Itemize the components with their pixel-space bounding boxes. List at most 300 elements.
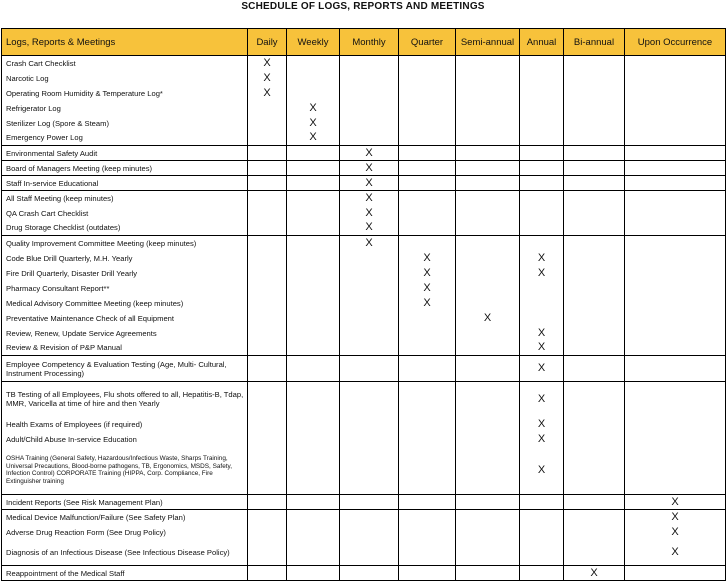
frequency-mark: X: [625, 510, 726, 525]
empty-cell: [340, 116, 399, 131]
empty-cell: [456, 281, 520, 296]
row-label: Staff In-service Educational: [2, 176, 248, 191]
empty-cell: [287, 447, 340, 495]
table-row: [2, 56, 726, 71]
empty-cell: [625, 382, 726, 417]
empty-cell: [340, 251, 399, 266]
empty-cell: [248, 326, 287, 341]
empty-cell: [625, 101, 726, 116]
frequency-mark: X: [399, 266, 456, 281]
empty-cell: [399, 566, 456, 581]
frequency-mark: X: [625, 540, 726, 566]
empty-cell: [520, 296, 564, 311]
empty-cell: [248, 525, 287, 540]
empty-cell: [456, 191, 520, 206]
empty-cell: [399, 146, 456, 161]
table-row: [2, 236, 726, 251]
empty-cell: [456, 101, 520, 116]
empty-cell: [248, 206, 287, 221]
empty-cell: [399, 495, 456, 510]
empty-cell: [399, 311, 456, 326]
table-row: [2, 495, 726, 510]
empty-cell: [399, 326, 456, 341]
page-title: SCHEDULE OF LOGS, REPORTS AND MEETINGS: [241, 1, 485, 12]
row-label: Employee Competency & Evaluation Testing (Age, Multi- Cultural, Instrument Processing): [2, 356, 248, 382]
empty-cell: [456, 495, 520, 510]
empty-cell: [625, 296, 726, 311]
row-label: Drug Storage Checklist (outdates): [2, 221, 248, 236]
empty-cell: [340, 341, 399, 356]
empty-cell: [287, 540, 340, 566]
row-label: Adult/Child Abuse In-service Education: [2, 432, 248, 447]
empty-cell: [625, 417, 726, 432]
row-label: QA Crash Cart Checklist: [2, 206, 248, 221]
empty-cell: [520, 281, 564, 296]
frequency-mark: X: [340, 206, 399, 221]
table-row: [2, 341, 726, 356]
empty-cell: [520, 236, 564, 251]
empty-cell: [287, 56, 340, 71]
empty-cell: [287, 176, 340, 191]
empty-cell: [625, 432, 726, 447]
frequency-mark: X: [520, 417, 564, 432]
empty-cell: [340, 266, 399, 281]
frequency-mark: X: [456, 311, 520, 326]
column-header-logs: Logs, Reports & Meetings: [2, 29, 248, 56]
empty-cell: [248, 131, 287, 146]
empty-cell: [564, 432, 625, 447]
empty-cell: [287, 382, 340, 417]
empty-cell: [625, 221, 726, 236]
empty-cell: [564, 86, 625, 101]
empty-cell: [564, 251, 625, 266]
empty-cell: [248, 432, 287, 447]
table-row: [2, 356, 726, 382]
empty-cell: [340, 356, 399, 382]
row-label: Fire Drill Quarterly, Disaster Drill Yearly: [2, 266, 248, 281]
table-row: [2, 131, 726, 146]
empty-cell: [456, 71, 520, 86]
empty-cell: [340, 296, 399, 311]
table-row: [2, 281, 726, 296]
empty-cell: [564, 525, 625, 540]
empty-cell: [287, 566, 340, 581]
empty-cell: [564, 356, 625, 382]
empty-cell: [625, 71, 726, 86]
empty-cell: [287, 236, 340, 251]
empty-cell: [399, 382, 456, 417]
table-row: [2, 251, 726, 266]
row-label: Adverse Drug Reaction Form (See Drug Policy): [2, 525, 248, 540]
column-header-monthly: Monthly: [340, 29, 399, 56]
row-label: Environmental Safety Audit: [2, 146, 248, 161]
empty-cell: [625, 341, 726, 356]
empty-cell: [456, 326, 520, 341]
table-row: [2, 382, 726, 417]
frequency-mark: X: [520, 251, 564, 266]
empty-cell: [287, 221, 340, 236]
empty-cell: [340, 566, 399, 581]
frequency-mark: X: [248, 71, 287, 86]
empty-cell: [340, 417, 399, 432]
empty-cell: [564, 540, 625, 566]
empty-cell: [625, 131, 726, 146]
empty-cell: [564, 191, 625, 206]
table-row: [2, 510, 726, 525]
empty-cell: [520, 161, 564, 176]
empty-cell: [520, 116, 564, 131]
empty-cell: [520, 56, 564, 71]
frequency-mark: X: [287, 101, 340, 116]
empty-cell: [625, 356, 726, 382]
empty-cell: [399, 71, 456, 86]
empty-cell: [248, 266, 287, 281]
empty-cell: [287, 281, 340, 296]
empty-cell: [564, 146, 625, 161]
table-row: [2, 116, 726, 131]
row-label: Refrigerator Log: [2, 101, 248, 116]
table-row: [2, 525, 726, 540]
empty-cell: [399, 525, 456, 540]
empty-cell: [564, 326, 625, 341]
empty-cell: [248, 281, 287, 296]
frequency-mark: X: [340, 236, 399, 251]
frequency-mark: X: [340, 146, 399, 161]
empty-cell: [456, 206, 520, 221]
empty-cell: [287, 86, 340, 101]
frequency-mark: X: [520, 382, 564, 417]
frequency-mark: X: [399, 296, 456, 311]
empty-cell: [564, 131, 625, 146]
row-label: Preventative Maintenance Check of all Equipment: [2, 311, 248, 326]
empty-cell: [456, 251, 520, 266]
frequency-mark: X: [287, 116, 340, 131]
table-row: [2, 296, 726, 311]
empty-cell: [287, 161, 340, 176]
frequency-mark: X: [520, 326, 564, 341]
row-label: Quality Improvement Committee Meeting (keep minutes): [2, 236, 248, 251]
column-header-weekly: Weekly: [287, 29, 340, 56]
empty-cell: [456, 540, 520, 566]
empty-cell: [287, 510, 340, 525]
frequency-mark: X: [340, 176, 399, 191]
row-label: Review, Renew, Update Service Agreements: [2, 326, 248, 341]
empty-cell: [625, 176, 726, 191]
empty-cell: [399, 221, 456, 236]
empty-cell: [564, 161, 625, 176]
empty-cell: [340, 540, 399, 566]
empty-cell: [456, 161, 520, 176]
empty-cell: [248, 236, 287, 251]
empty-cell: [248, 447, 287, 495]
empty-cell: [625, 161, 726, 176]
empty-cell: [399, 116, 456, 131]
empty-cell: [625, 86, 726, 101]
empty-cell: [520, 510, 564, 525]
empty-cell: [399, 356, 456, 382]
empty-cell: [625, 326, 726, 341]
empty-cell: [248, 176, 287, 191]
empty-cell: [399, 540, 456, 566]
table-row: [2, 146, 726, 161]
empty-cell: [287, 146, 340, 161]
table-row: [2, 326, 726, 341]
empty-cell: [564, 206, 625, 221]
row-label: Narcotic Log: [2, 71, 248, 86]
empty-cell: [248, 161, 287, 176]
empty-cell: [248, 311, 287, 326]
empty-cell: [399, 161, 456, 176]
empty-cell: [340, 447, 399, 495]
empty-cell: [564, 382, 625, 417]
frequency-mark: X: [340, 161, 399, 176]
table-row: [2, 447, 726, 495]
empty-cell: [248, 341, 287, 356]
frequency-mark: X: [625, 495, 726, 510]
empty-cell: [456, 510, 520, 525]
row-label: Pharmacy Consultant Report**: [2, 281, 248, 296]
empty-cell: [625, 206, 726, 221]
table-row: [2, 191, 726, 206]
empty-cell: [456, 432, 520, 447]
empty-cell: [456, 176, 520, 191]
frequency-mark: X: [520, 447, 564, 495]
empty-cell: [625, 566, 726, 581]
frequency-mark: X: [564, 566, 625, 581]
table-row: [2, 417, 726, 432]
empty-cell: [520, 566, 564, 581]
empty-cell: [399, 86, 456, 101]
frequency-mark: X: [248, 86, 287, 101]
empty-cell: [456, 131, 520, 146]
empty-cell: [287, 71, 340, 86]
empty-cell: [248, 495, 287, 510]
row-label: Reappointment of the Medical Staff: [2, 566, 248, 581]
row-label: OSHA Training (General Safety, Hazardous/Infectious Waste, Sharps Training, Universal Precautions, Blood-borne pathogens, TB, Ergonomics, MSDS, Safety, Infection Control) CORPORATE Training (HIPPA, Corp. Compliance, Fire Extinguisher training: [2, 447, 248, 495]
empty-cell: [564, 447, 625, 495]
row-label: Diagnosis of an Infectious Disease (See Infectious Disease Policy): [2, 540, 248, 566]
empty-cell: [456, 417, 520, 432]
empty-cell: [399, 510, 456, 525]
empty-cell: [340, 281, 399, 296]
empty-cell: [287, 432, 340, 447]
schedule-body: [2, 56, 726, 581]
empty-cell: [520, 221, 564, 236]
row-label: Incident Reports (See Risk Management Plan): [2, 495, 248, 510]
empty-cell: [564, 510, 625, 525]
empty-cell: [287, 311, 340, 326]
empty-cell: [520, 101, 564, 116]
empty-cell: [340, 525, 399, 540]
table-row: [2, 540, 726, 566]
empty-cell: [248, 540, 287, 566]
empty-cell: [456, 447, 520, 495]
empty-cell: [399, 236, 456, 251]
empty-cell: [564, 311, 625, 326]
empty-cell: [456, 356, 520, 382]
empty-cell: [248, 510, 287, 525]
column-header-upon-occurrence: Upon Occurrence: [625, 29, 726, 56]
empty-cell: [520, 131, 564, 146]
empty-cell: [520, 176, 564, 191]
empty-cell: [625, 116, 726, 131]
empty-cell: [287, 251, 340, 266]
empty-cell: [248, 116, 287, 131]
empty-cell: [340, 131, 399, 146]
empty-cell: [625, 251, 726, 266]
empty-cell: [287, 417, 340, 432]
empty-cell: [456, 266, 520, 281]
frequency-mark: X: [399, 251, 456, 266]
row-label: Health Exams of Employees (if required): [2, 417, 248, 432]
empty-cell: [287, 326, 340, 341]
empty-cell: [520, 86, 564, 101]
empty-cell: [564, 266, 625, 281]
row-label: Medical Advisory Committee Meeting (keep minutes): [2, 296, 248, 311]
empty-cell: [287, 266, 340, 281]
empty-cell: [248, 101, 287, 116]
empty-cell: [564, 341, 625, 356]
row-label: Review & Revision of P&P Manual: [2, 341, 248, 356]
column-header-semi-annual: Semi-annual: [456, 29, 520, 56]
empty-cell: [456, 221, 520, 236]
empty-cell: [248, 191, 287, 206]
empty-cell: [520, 311, 564, 326]
table-row: [2, 101, 726, 116]
empty-cell: [340, 56, 399, 71]
row-label: Medical Device Malfunction/Failure (See Safety Plan): [2, 510, 248, 525]
empty-cell: [456, 566, 520, 581]
empty-cell: [456, 236, 520, 251]
column-header-annual: Annual: [520, 29, 564, 56]
empty-cell: [399, 191, 456, 206]
empty-cell: [564, 101, 625, 116]
empty-cell: [340, 432, 399, 447]
empty-cell: [456, 382, 520, 417]
frequency-mark: X: [340, 191, 399, 206]
empty-cell: [564, 221, 625, 236]
empty-cell: [625, 236, 726, 251]
table-row: [2, 311, 726, 326]
empty-cell: [625, 266, 726, 281]
empty-cell: [399, 206, 456, 221]
empty-cell: [340, 510, 399, 525]
empty-cell: [399, 131, 456, 146]
empty-cell: [625, 56, 726, 71]
empty-cell: [399, 176, 456, 191]
empty-cell: [456, 341, 520, 356]
empty-cell: [456, 525, 520, 540]
empty-cell: [248, 296, 287, 311]
empty-cell: [287, 296, 340, 311]
empty-cell: [625, 281, 726, 296]
row-label: Sterilizer Log (Spore & Steam): [2, 116, 248, 131]
empty-cell: [456, 56, 520, 71]
frequency-mark: X: [399, 281, 456, 296]
empty-cell: [340, 495, 399, 510]
empty-cell: [564, 236, 625, 251]
empty-cell: [399, 101, 456, 116]
empty-cell: [564, 56, 625, 71]
empty-cell: [399, 341, 456, 356]
empty-cell: [625, 311, 726, 326]
empty-cell: [340, 86, 399, 101]
table-row: [2, 71, 726, 86]
empty-cell: [248, 356, 287, 382]
row-label: TB Testing of all Employees, Flu shots offered to all, Hepatitis-B, Tdap, MMR, Varicella at time of hire and then Yearly: [2, 382, 248, 417]
column-header-quarter: Quarter: [399, 29, 456, 56]
empty-cell: [287, 341, 340, 356]
empty-cell: [399, 56, 456, 71]
empty-cell: [564, 281, 625, 296]
table-row: [2, 432, 726, 447]
schedule-table: [1, 28, 726, 581]
empty-cell: [399, 432, 456, 447]
empty-cell: [520, 495, 564, 510]
empty-cell: [520, 525, 564, 540]
empty-cell: [625, 146, 726, 161]
table-row: [2, 86, 726, 101]
column-header-daily: Daily: [248, 29, 287, 56]
empty-cell: [340, 71, 399, 86]
frequency-mark: X: [520, 432, 564, 447]
empty-cell: [564, 71, 625, 86]
row-label: Crash Cart Checklist: [2, 56, 248, 71]
column-header-bi-annual: Bi-annual: [564, 29, 625, 56]
empty-cell: [625, 191, 726, 206]
empty-cell: [456, 116, 520, 131]
table-row: [2, 221, 726, 236]
frequency-mark: X: [248, 56, 287, 71]
table-row: [2, 206, 726, 221]
empty-cell: [340, 382, 399, 417]
header-row: [2, 29, 726, 56]
empty-cell: [564, 296, 625, 311]
row-label: Board of Managers Meeting (keep minutes): [2, 161, 248, 176]
empty-cell: [287, 356, 340, 382]
empty-cell: [520, 146, 564, 161]
empty-cell: [625, 447, 726, 495]
table-row: [2, 566, 726, 581]
empty-cell: [456, 296, 520, 311]
empty-cell: [520, 206, 564, 221]
empty-cell: [248, 251, 287, 266]
empty-cell: [287, 191, 340, 206]
empty-cell: [248, 417, 287, 432]
empty-cell: [287, 206, 340, 221]
empty-cell: [520, 540, 564, 566]
empty-cell: [564, 176, 625, 191]
empty-cell: [399, 417, 456, 432]
table-row: [2, 266, 726, 281]
empty-cell: [340, 101, 399, 116]
row-label: All Staff Meeting (keep minutes): [2, 191, 248, 206]
frequency-mark: X: [520, 266, 564, 281]
empty-cell: [248, 146, 287, 161]
empty-cell: [248, 221, 287, 236]
empty-cell: [520, 71, 564, 86]
empty-cell: [456, 146, 520, 161]
frequency-mark: X: [340, 221, 399, 236]
row-label: Emergency Power Log: [2, 131, 248, 146]
row-label: Code Blue Drill Quarterly, M.H. Yearly: [2, 251, 248, 266]
empty-cell: [564, 116, 625, 131]
frequency-mark: X: [625, 525, 726, 540]
empty-cell: [564, 417, 625, 432]
empty-cell: [399, 447, 456, 495]
row-label: Operating Room Humidity & Temperature Log*: [2, 86, 248, 101]
empty-cell: [564, 495, 625, 510]
